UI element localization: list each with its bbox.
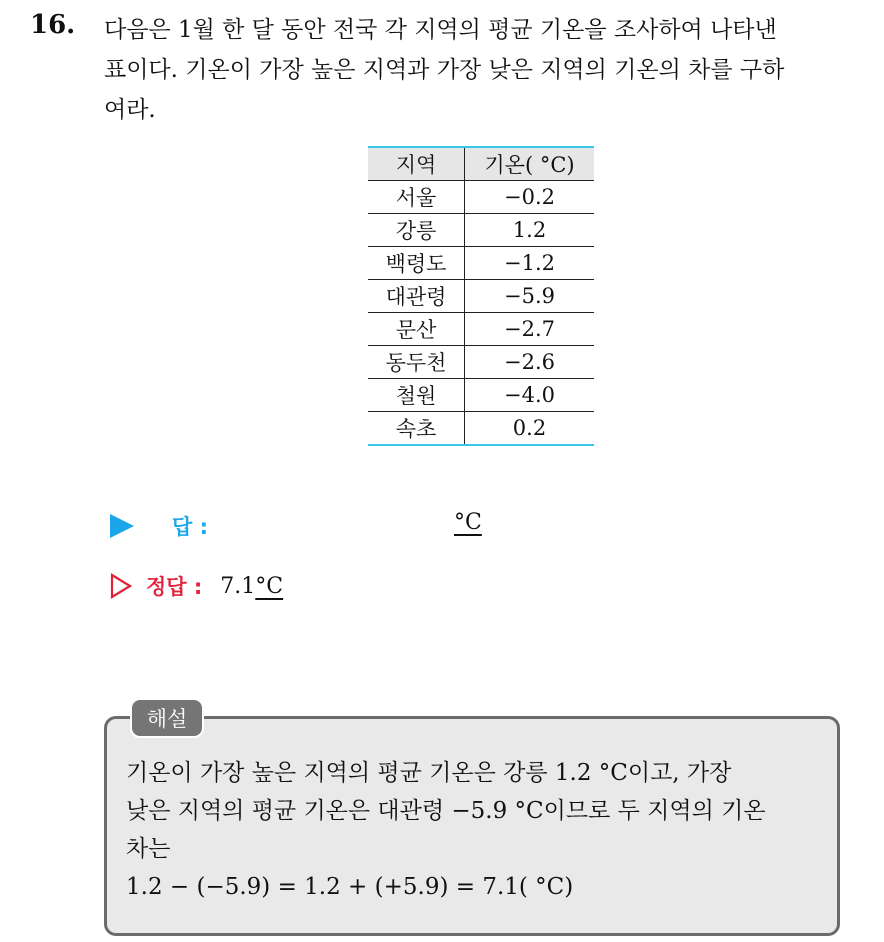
- outline-triangle-icon: [110, 573, 132, 599]
- table-row: [368, 412, 594, 446]
- temperature-cell: 0.2: [465, 412, 595, 446]
- question-line: 여라.: [104, 97, 156, 123]
- question-line: 다음은 1월 한 달 동안 전국 각 지역의 평균 기온을 조사하여 나타낸: [104, 17, 777, 43]
- temperature-cell: −1.2: [465, 247, 595, 280]
- explanation-tab: 해설: [130, 698, 204, 738]
- table-row: [368, 280, 594, 313]
- table-row: [368, 214, 594, 247]
- table-row: [368, 181, 594, 214]
- question-line: 표이다. 기온이 가장 높은 지역과 가장 낮은 지역의 기온의 차를 구하: [104, 57, 785, 83]
- region-cell: 동두천: [368, 346, 465, 379]
- temperature-table: [368, 146, 594, 446]
- header-region: 지역: [368, 147, 465, 181]
- header-temperature: 기온( °C): [465, 147, 595, 181]
- table-row: [368, 247, 594, 280]
- correct-answer-label: 정답 :: [146, 575, 203, 599]
- question-text: [104, 10, 864, 130]
- temperature-cell: −0.2: [465, 181, 595, 214]
- explanation-text: [126, 754, 826, 906]
- region-cell: 문산: [368, 313, 465, 346]
- temperature-cell: −2.6: [465, 346, 595, 379]
- temperature-cell: −5.9: [465, 280, 595, 313]
- explanation-line: 낮은 지역의 평균 기온은 대관령 −5.9 °C이므로 두 지역의 기온: [126, 798, 766, 824]
- explanation-line: 차는: [126, 836, 171, 862]
- answer-row: [110, 508, 482, 544]
- table-row: [368, 346, 594, 379]
- explanation-equation: 1.2 − (−5.9) = 1.2 + (+5.9) = 7.1( °C): [126, 874, 574, 900]
- answer-label: 답 :: [172, 515, 208, 539]
- table-header-row: [368, 147, 594, 181]
- region-cell: 서울: [368, 181, 465, 214]
- table-row: [368, 379, 594, 412]
- table-row: [368, 313, 594, 346]
- region-cell: 속초: [368, 412, 465, 446]
- region-cell: 강릉: [368, 214, 465, 247]
- region-cell: 대관령: [368, 280, 465, 313]
- region-cell: 철원: [368, 379, 465, 412]
- temperature-cell: 1.2: [465, 214, 595, 247]
- correct-answer-row: [110, 568, 283, 604]
- explanation-line: 기온이 가장 높은 지역의 평균 기온은 강릉 1.2 °C이고, 가장: [126, 760, 732, 786]
- correct-answer-value: 7.1: [220, 573, 256, 599]
- play-triangle-icon: [110, 514, 134, 538]
- correct-answer-unit: °C: [255, 573, 284, 599]
- temperature-cell: −2.7: [465, 313, 595, 346]
- answer-unit: °C: [454, 510, 482, 535]
- region-cell: 백령도: [368, 247, 465, 280]
- temperature-cell: −4.0: [465, 379, 595, 412]
- question-number: 16.: [30, 10, 76, 40]
